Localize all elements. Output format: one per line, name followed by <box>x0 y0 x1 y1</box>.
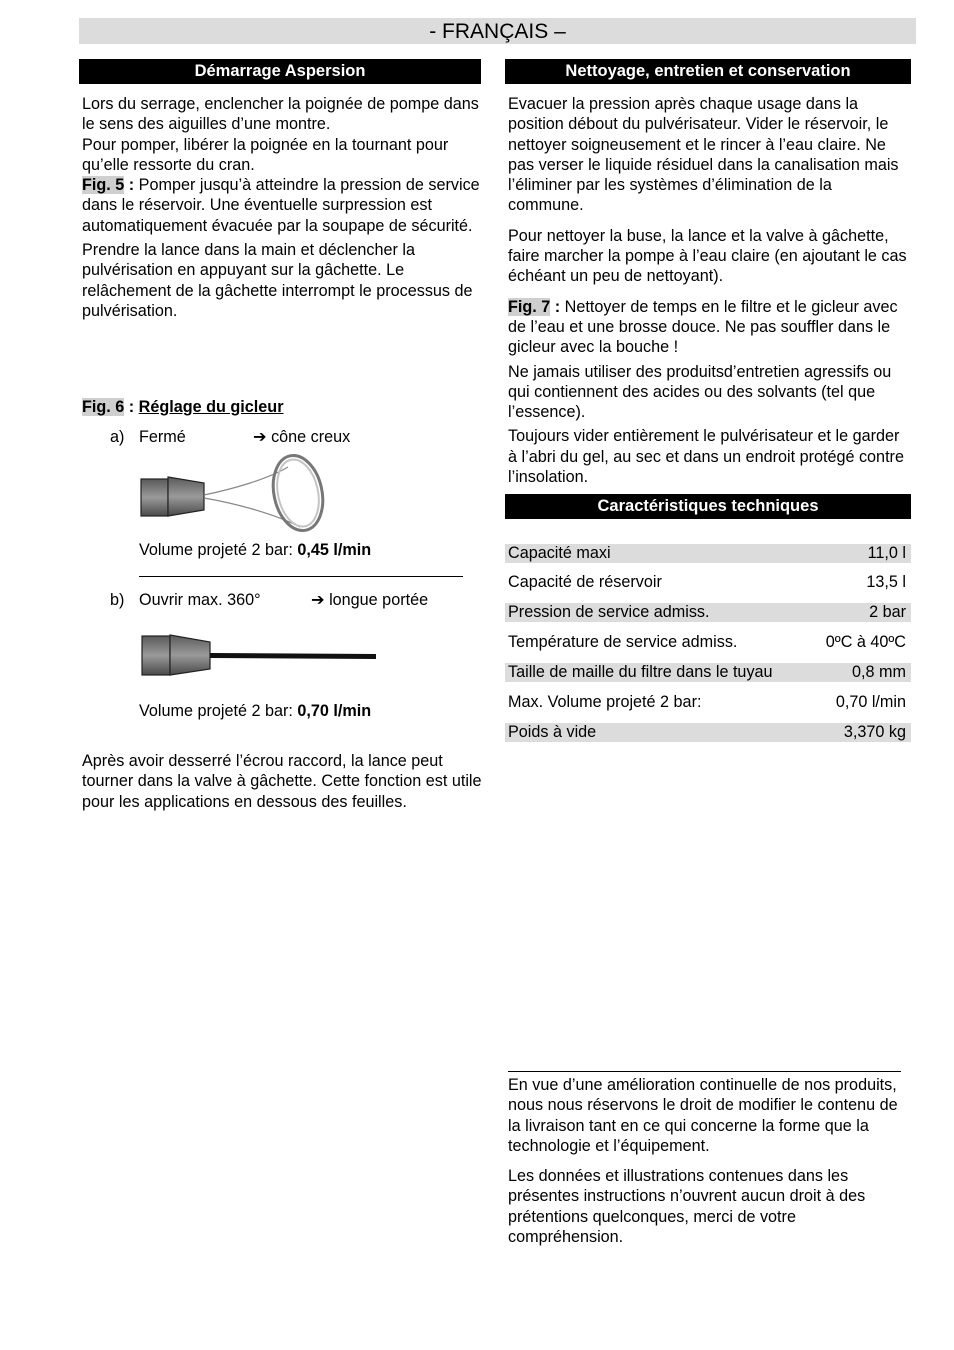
fig-label: Fig. 6 <box>82 398 125 416</box>
divider <box>139 576 463 577</box>
paragraph: Ne jamais utiliser des produitsd’entretien agressifs ou qui contiennent des acides ou des solvants (tel que l’essence). <box>508 362 892 422</box>
arrow-icon: ➔ longue portée <box>311 591 429 609</box>
option-a-label: Fermé <box>139 428 186 446</box>
paragraph: Fig. 5 : Pomper jusqu’à atteindre la pression de service dans le réservoir. Une éventuelle surpression est automatiquement évacuée par la soupape de sécurité. <box>82 176 480 235</box>
spec-row: Pression de service admiss. 2 bar <box>505 603 911 622</box>
paragraph: Pour nettoyer la buse, la lance et la valve à gâchette, faire marcher la pompe à l’eau claire (en ajoutant le cas échéant un peu de nettoyant). <box>508 226 907 286</box>
paragraph: Les données et illustrations contenues dans les présentes instructions n’ouvrent aucun droit à des prétentions quelconques, merci de votre compréhension. <box>508 1167 866 1247</box>
paragraph: En vue d’une amélioration continuelle de nos produits, nous nous réservons le droit de modifier le contenu de la livraison tant en ce qui concerne la forme que la technologie et l’équipement. <box>508 1076 898 1155</box>
spec-row: Température de service admiss. 0ºC à 40ºC <box>508 633 906 651</box>
spec-row: Poids à vide 3,370 kg <box>505 723 911 742</box>
nettoyage-text <box>508 94 910 487</box>
section-header-demarrage: Démarrage Aspersion <box>79 59 481 84</box>
straight-jet-spray-image <box>140 631 380 679</box>
demarrage-text <box>82 94 482 321</box>
section-header-caracteristiques: Caractéristiques techniques <box>505 494 911 519</box>
notice-text <box>508 1075 910 1247</box>
paragraph: Fig. 7 : Nettoyer de temps en le filtre et le gicleur avec de l’eau et une brosse douce. Ne pas souffler dans le gicleur avec la bouche ! <box>508 297 898 357</box>
fig6-title: Fig. 6 : Réglage du gicleur <box>82 398 284 416</box>
paragraph: Après avoir desserré l’écrou raccord, la lance peut tourner dans la valve à gâchette. Cette fonction est utile pour les applications en dessous des feuilles. <box>82 752 482 811</box>
option-b-result: longue portée <box>329 591 429 609</box>
option-a-volume: Volume projeté 2 bar: 0,45 l/min <box>139 541 372 559</box>
option-a-result: cône creux <box>271 428 351 446</box>
option-b-label: Ouvrir max. 360° <box>139 591 261 609</box>
spec-row: Capacité de réservoir 13,5 l <box>508 573 906 591</box>
paragraph: Evacuer la pression après chaque usage dans la position débout du pulvérisateur. Vider le réservoir, le nettoyer soigneusement et le rincer à l’eau claire. Ne pas verser le liquide résiduel dans la canalisation mais l’éliminer par les systèmes d’élimination de la commune. <box>508 95 899 215</box>
language-banner: - FRANÇAIS – <box>79 18 916 44</box>
paragraph: Toujours vider entièrement le pulvérisateur et le garder à l’abri du gel, au sec et dans un endroit protégé contre l’insolation. <box>508 427 904 487</box>
paragraph: Lors du serrage, enclencher la poignée de pompe dans le sens des aiguilles d’une montre. <box>82 95 479 134</box>
spec-row: Capacité maxi 11,0 l <box>505 544 911 563</box>
hollow-cone-spray-image <box>138 453 330 535</box>
paragraph: Pour pomper, libérer la poignée en la tournant pour qu’elle ressorte du cran. <box>82 135 449 174</box>
fig-label: Fig. 5 <box>82 176 125 195</box>
option-b-volume: Volume projeté 2 bar: 0,70 l/min <box>139 702 372 720</box>
option-a-letter: a) <box>110 428 125 446</box>
section-header-nettoyage: Nettoyage, entretien et conservation <box>505 59 911 84</box>
arrow-icon: ➔ cône creux <box>253 428 351 446</box>
spec-row: Max. Volume projeté 2 bar: 0,70 l/min <box>508 693 906 711</box>
spec-row: Taille de maille du filtre dans le tuyau 0,8 mm <box>505 663 911 682</box>
fig-label: Fig. 7 <box>508 297 551 316</box>
option-b-letter: b) <box>110 591 125 609</box>
divider <box>508 1071 901 1072</box>
paragraph: Prendre la lance dans la main et déclencher la pulvérisation en appuyant sur la gâchette. Le relâchement de la gâchette interrompt le processus de pulvérisation. <box>82 241 473 320</box>
